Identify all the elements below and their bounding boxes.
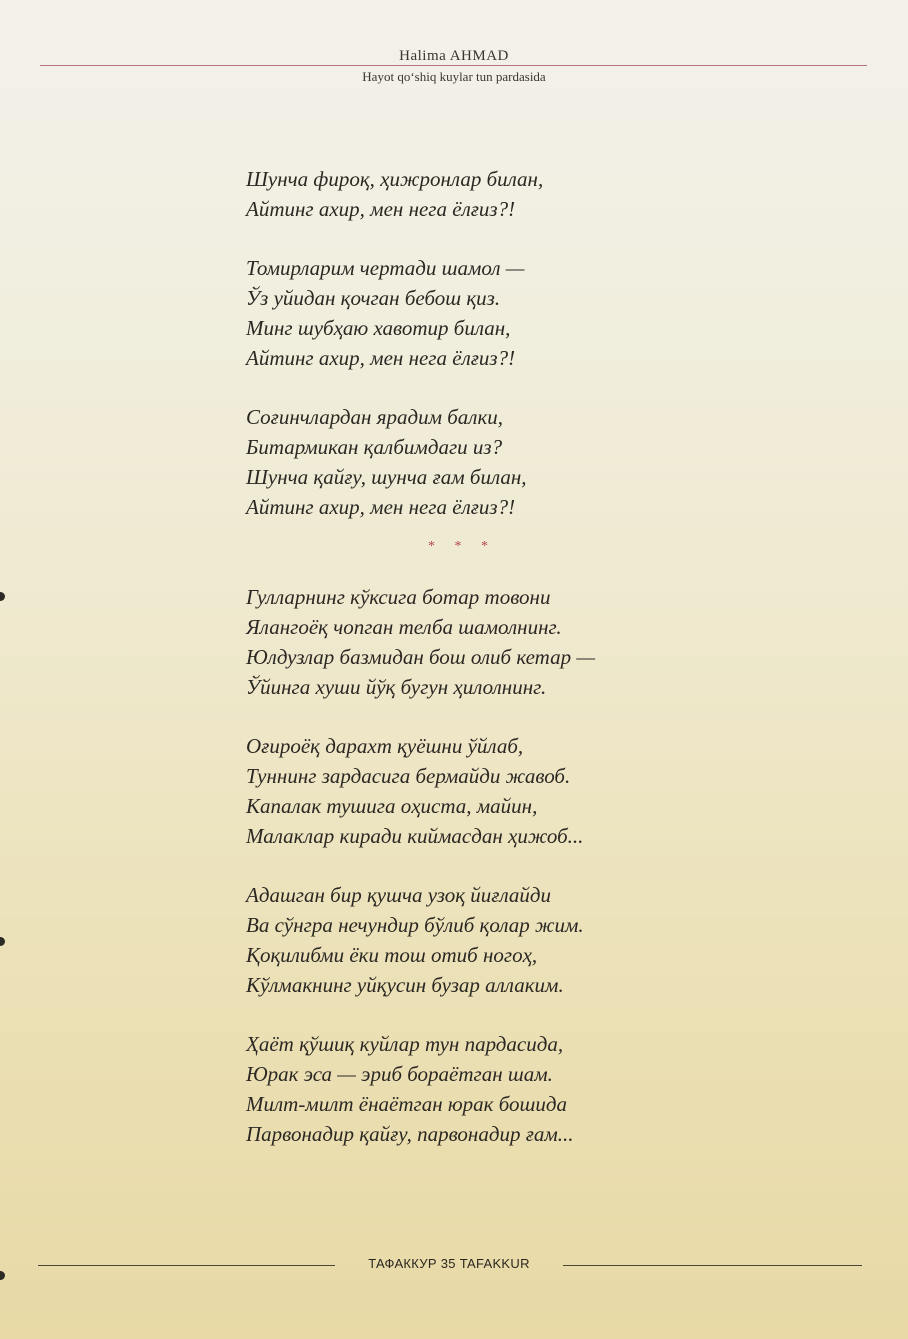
- poem-line: Кўлмакнинг уйқусин бузар аллаким.: [246, 973, 564, 997]
- poem-line: Юлдузлар базмидан бош олиб кетар —: [246, 645, 596, 669]
- stanza: [246, 402, 716, 522]
- section-separator: * * *: [428, 539, 496, 554]
- binding-hole-mark: [0, 592, 5, 601]
- poem-line: Оғироёқ дарахт қуёшни ўйлаб,: [246, 734, 524, 758]
- poem-line: Битармикан қалбимдаги из?: [246, 435, 503, 459]
- poem-line: Юрак эса — эриб бораётган шам.: [246, 1062, 553, 1086]
- poem-line: Шунча қайғу, шунча ғам билан,: [246, 465, 527, 489]
- poem-line: Шунча фироқ, ҳижронлар билан,: [246, 167, 544, 191]
- poem-line: Туннинг зардасига бермайди жавоб.: [246, 764, 571, 788]
- poem-line: Адашган бир қушча узоқ йиғлайди: [246, 883, 552, 907]
- author-name: Halima AHMAD: [399, 48, 509, 64]
- header-divider: [40, 65, 867, 66]
- stanza: [246, 731, 716, 851]
- poem-line: Гулларнинг кўксига ботар товони: [246, 585, 551, 609]
- stanza: [246, 1029, 716, 1149]
- poem-body: [246, 164, 716, 1178]
- stanza: [246, 164, 716, 224]
- poem-line: Ўз уйидан қочган бебош қиз.: [246, 286, 501, 310]
- poem-title: Hayot qo‘shiq kuylar tun pardasida: [362, 69, 546, 84]
- stanza: [246, 253, 716, 373]
- page-footer: [38, 1256, 862, 1276]
- poem-line: Соғинчлардан ярадим балки,: [246, 405, 504, 429]
- poem-line: Парвонадир қайғу, парвонадир ғам...: [246, 1122, 574, 1146]
- poem-line: Ва сўнгра нечундир бўлиб қолар жим.: [246, 913, 584, 937]
- footer-divider-left: [38, 1265, 335, 1266]
- poem-line: Айтинг ахир, мен нега ёлғиз?!: [246, 346, 516, 370]
- poem-line: Қоқилибми ёки тош отиб ногоҳ,: [246, 943, 538, 967]
- footer-page-label: ТАФАККУР 35 TAFAKKUR: [368, 1256, 530, 1271]
- binding-hole-mark: [0, 1271, 5, 1280]
- poem-line: Капалак тушига оҳиста, майин,: [246, 794, 538, 818]
- stanza: [246, 880, 716, 1000]
- stanza: [246, 582, 716, 702]
- poem-line: Айтинг ахир, мен нега ёлғиз?!: [246, 495, 516, 519]
- poem-line: Минг шубҳаю хавотир билан,: [246, 316, 511, 340]
- poem-line: Ҳаёт қўшиқ куйлар тун пардасида,: [246, 1032, 564, 1056]
- poem-line: Милт-милт ёнаётган юрак бошида: [246, 1092, 568, 1116]
- poem-line: Малаклар киради киймасдан ҳижоб...: [246, 824, 584, 848]
- footer-divider-right: [563, 1265, 862, 1266]
- poem-line: Айтинг ахир, мен нега ёлғиз?!: [246, 197, 516, 221]
- poem-line: Ўйинга хуши йўқ бугун ҳилолнинг.: [246, 675, 547, 699]
- binding-hole-mark: [0, 937, 5, 946]
- poem-line: Ялангоёқ чопган телба шамолнинг.: [246, 615, 562, 639]
- poem-line: Томирларим чертади шамол —: [246, 256, 525, 280]
